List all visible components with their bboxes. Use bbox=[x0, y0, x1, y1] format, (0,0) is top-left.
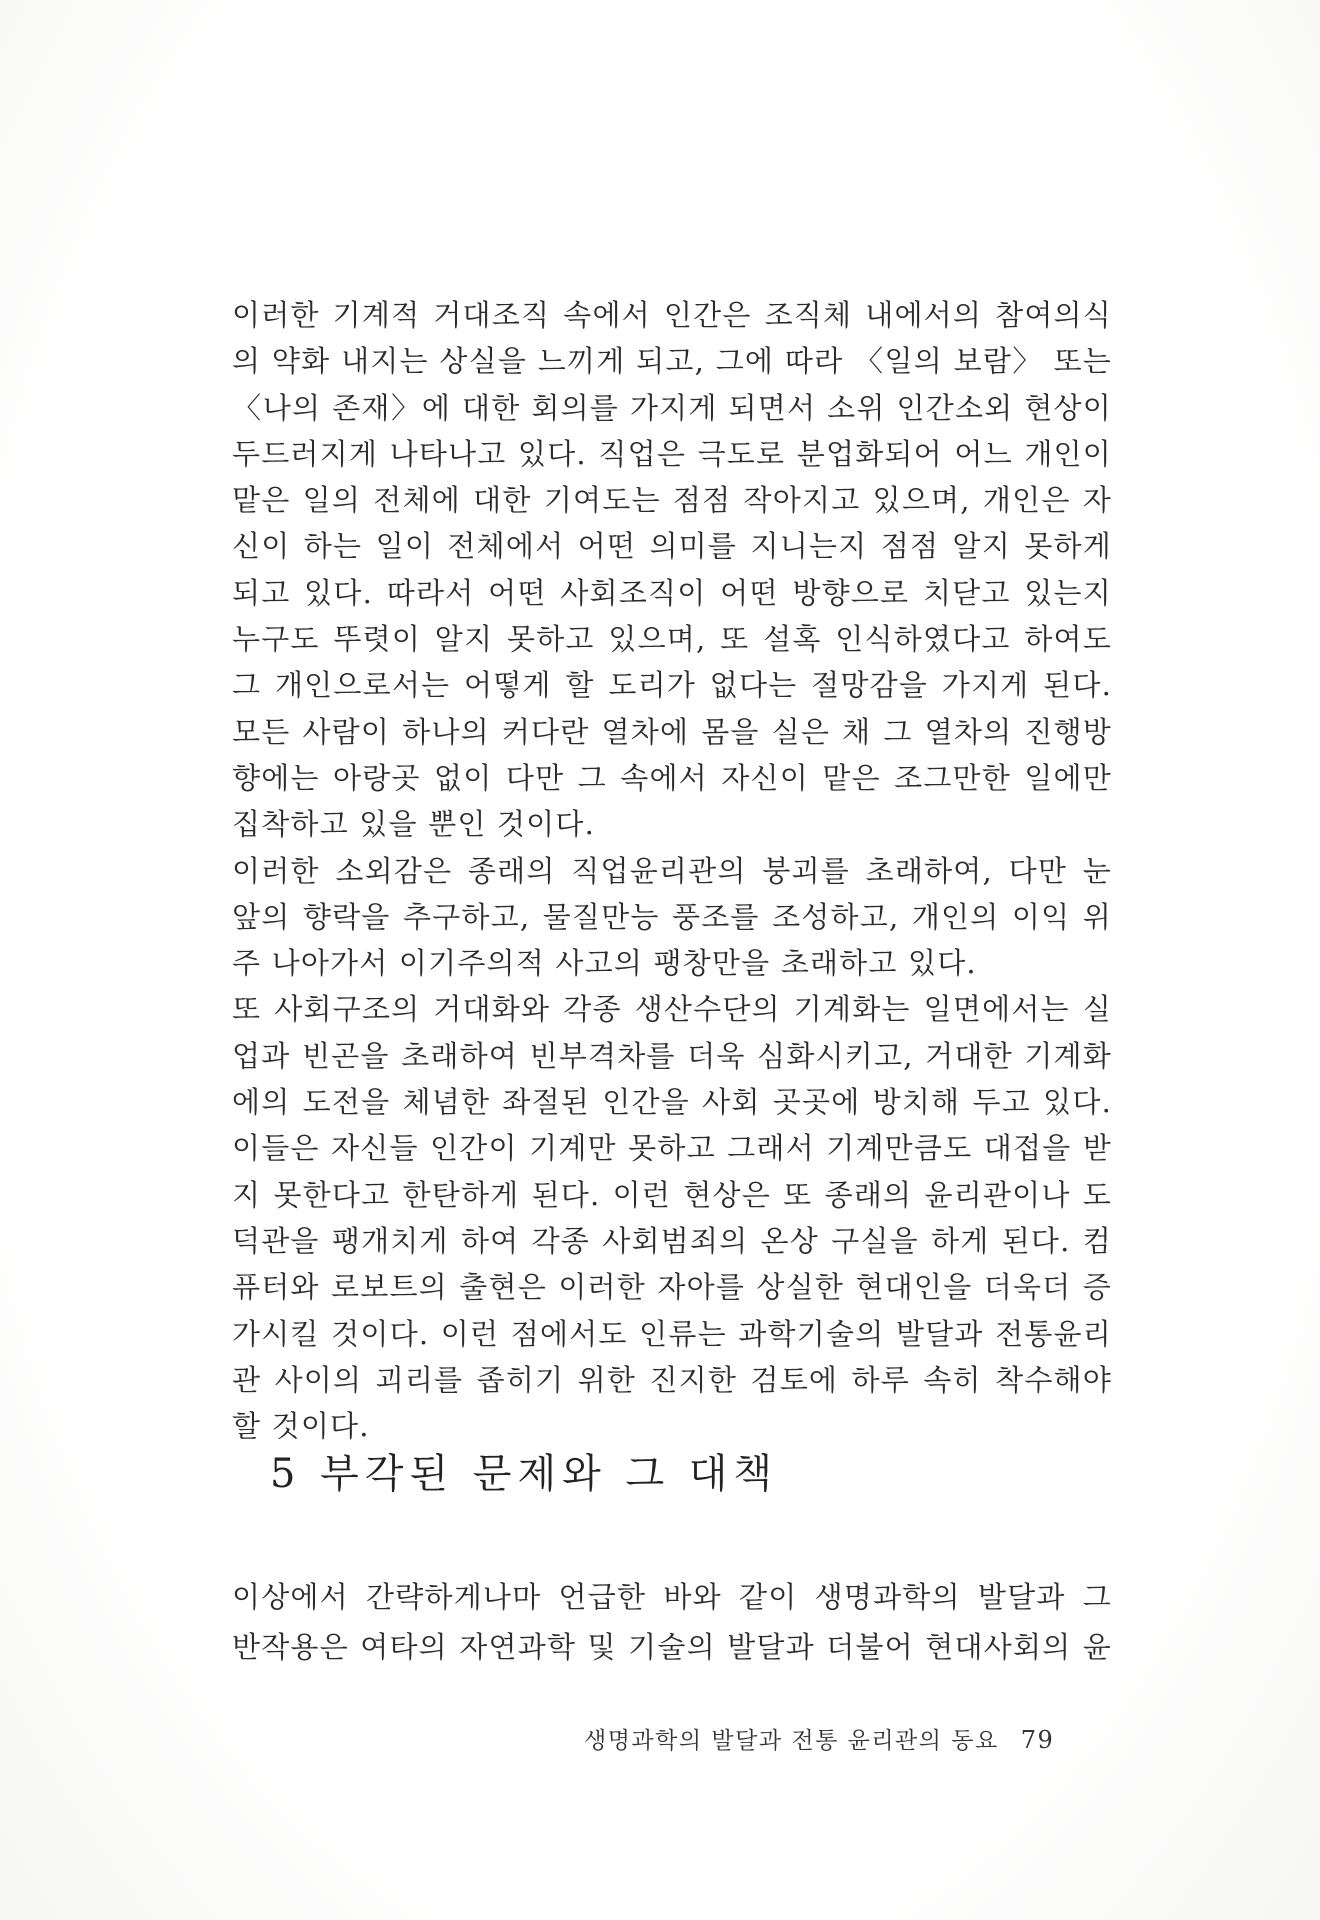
text-line: 또 사회구조의 거대화와 각종 생산수단의 기계화는 일면에서는 실 bbox=[232, 992, 1112, 1027]
text-line: 향에는 아랑곳 없이 다만 그 속에서 자신이 맡은 조그만한 일에만 bbox=[232, 760, 1112, 795]
text-line: 이상에서 간략하게나마 언급한 바와 같이 생명과학의 발달과 그 bbox=[232, 1580, 1112, 1614]
text-line: 가시킬 것이다. 이런 점에서도 인류는 과학기술의 발달과 전통윤리 bbox=[232, 1316, 1112, 1351]
text-line: 에의 도전을 체념한 좌절된 인간을 사회 곳곳에 방치해 두고 있다. bbox=[232, 1085, 1112, 1120]
text-line: 집착하고 있을 뿐인 것이다. bbox=[232, 807, 596, 842]
text-line: 이들은 자신들 인간이 기계만 못하고 그래서 기계만큼도 대접을 받 bbox=[232, 1131, 1112, 1166]
text-line: 업과 빈곤을 초래하여 빈부격차를 더욱 심화시키고, 거대한 기계화 bbox=[232, 1038, 1112, 1073]
text-line: 누구도 뚜렷이 알지 못하고 있으며, 또 설혹 인식하였다고 하여도 bbox=[232, 622, 1112, 657]
text-line: 맡은 일의 전체에 대한 기여도는 점점 작아지고 있으며, 개인은 자 bbox=[232, 483, 1112, 518]
text-line: 앞의 향락을 추구하고, 물질만능 풍조를 조성하고, 개인의 이익 위 bbox=[232, 899, 1112, 934]
body-text bbox=[232, 292, 1112, 1449]
text-line: 반작용은 여타의 자연과학 및 기술의 발달과 더불어 현대사회의 윤 bbox=[232, 1630, 1112, 1664]
text-line: 할 것이다. bbox=[232, 1409, 370, 1444]
text-line: 의 약화 내지는 상실을 느끼게 되고, 그에 따라 〈일의 보람〉 또는 bbox=[232, 344, 1112, 379]
text-line: 되고 있다. 따라서 어떤 사회조직이 어떤 방향으로 치닫고 있는지 bbox=[232, 575, 1112, 610]
text-line: 모든 사람이 하나의 커다란 열차에 몸을 실은 채 그 열차의 진행방 bbox=[232, 714, 1112, 749]
text-line: 〈나의 존재〉에 대한 회의를 가지게 되면서 소위 인간소외 현상이 bbox=[232, 390, 1112, 425]
text-line: 그 개인으로서는 어떻게 할 도리가 없다는 절망감을 가지게 된다. bbox=[232, 668, 1112, 703]
text-line: 지 못한다고 한탄하게 된다. 이런 현상은 또 종래의 윤리관이나 도 bbox=[232, 1177, 1112, 1212]
page-footer bbox=[584, 1722, 1084, 1759]
text-line: 덕관을 팽개치게 하여 각종 사회범죄의 온상 구실을 하게 된다. 컴 bbox=[232, 1223, 1112, 1258]
section-number: 5 bbox=[270, 1451, 302, 1497]
running-title: 생명과학의 발달과 전통 윤리관의 동요 bbox=[584, 1728, 999, 1754]
text-line: 이러한 소외감은 종래의 직업윤리관의 붕괴를 초래하여, 다만 눈 bbox=[232, 853, 1112, 888]
text-line: 퓨터와 로보트의 출현은 이러한 자아를 상실한 현대인을 더욱더 증 bbox=[232, 1270, 1112, 1305]
text-line: 이러한 기계적 거대조직 속에서 인간은 조직체 내에서의 참여의식 bbox=[232, 298, 1112, 332]
text-line: 두드러지게 나타나고 있다. 직업은 극도로 분업화되어 어느 개인이 bbox=[232, 436, 1112, 471]
text-line: 관 사이의 괴리를 좁히기 위한 진지한 검토에 하루 속히 착수해야 bbox=[232, 1362, 1112, 1397]
section-body-text bbox=[232, 1572, 1112, 1672]
page-number: 79 bbox=[1020, 1726, 1055, 1754]
text-line: 주 나아가서 이기주의적 사고의 팽창만을 초래하고 있다. bbox=[232, 946, 977, 981]
section-title: 부각된 문제와 그 대책 bbox=[320, 1451, 779, 1497]
text-line: 신이 하는 일이 전체에서 어떤 의미를 지니는지 점점 알지 못하게 bbox=[232, 529, 1112, 564]
section-heading bbox=[270, 1446, 778, 1502]
